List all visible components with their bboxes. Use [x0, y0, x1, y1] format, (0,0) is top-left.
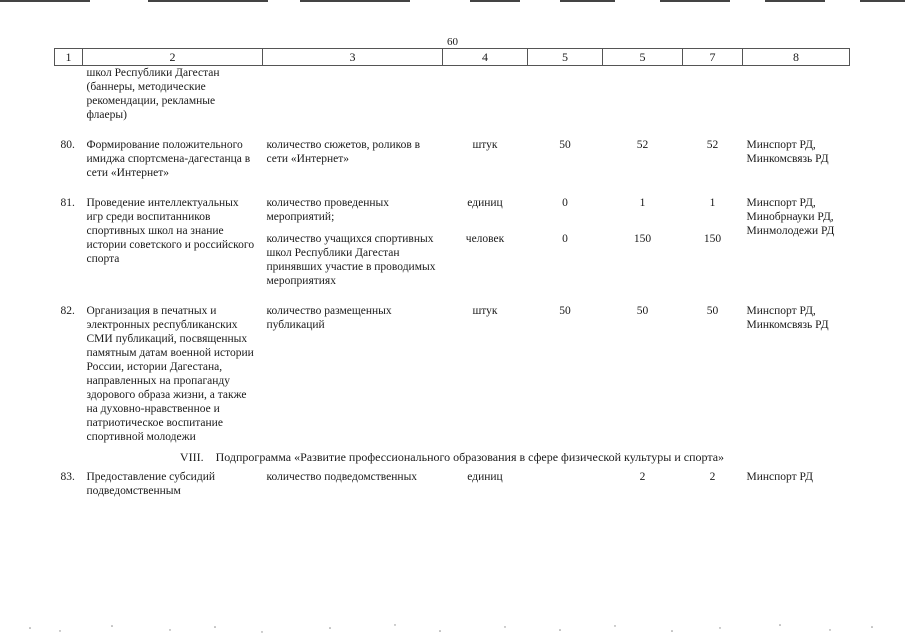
- indicator-name: количество сюжетов, роликов в сети «Интернет»: [266, 139, 421, 165]
- indicator-name: количество размещенных публикаций: [266, 305, 392, 331]
- col-header-5: 5: [528, 49, 603, 66]
- col-header-7: 7: [683, 49, 743, 66]
- executor-cell: Минспорт РД: [746, 471, 813, 483]
- unit-cell: единиц: [467, 471, 503, 483]
- program-table: [54, 48, 850, 498]
- value-cell: 50: [559, 305, 571, 317]
- value-cell: 150: [633, 233, 652, 245]
- section-heading-row: [55, 444, 850, 470]
- table-row-continued: [55, 66, 850, 139]
- indicator-name: количество подведомственных: [266, 471, 418, 483]
- executor-cell: Минспорт РД, Минкомсвязь РД: [746, 305, 829, 331]
- unit-cell: штук: [472, 139, 498, 151]
- col-header-1: 1: [55, 49, 83, 66]
- col-header-8: 8: [743, 49, 850, 66]
- table-row-80: [55, 138, 850, 196]
- row-number: 81.: [60, 197, 75, 209]
- executor-cell: Минспорт РД, Минобрнауки РД, Минмолодежи РД: [746, 197, 835, 237]
- unit-cell: штук: [472, 305, 498, 317]
- section-heading: [55, 444, 850, 470]
- indicator-name: количество учащихся спортивных школ Республики Дагестан принявших участие в проводимых мероприятиях: [266, 233, 436, 287]
- table-row-82: [55, 304, 850, 444]
- value-cell: 50: [636, 305, 649, 317]
- scan-top-edge: [0, 0, 905, 3]
- activity-name: Проведение интеллектуальных игр среди воспитанников спортивных школ на знание истории советского и российского спорта: [86, 197, 255, 265]
- activity-name: Формирование положительного имиджа спортсмена-дагестанца в сети «Интернет»: [86, 139, 251, 179]
- table-row-81: [55, 196, 850, 232]
- value-cell: 1: [639, 197, 646, 209]
- table-row-83: [55, 470, 850, 498]
- activity-name: Предоставление субсидий подведомственным: [86, 471, 215, 497]
- col-header-2: 2: [83, 49, 263, 66]
- value-cell: 0: [562, 197, 568, 209]
- value-cell: 50: [706, 305, 719, 317]
- value-cell: 50: [559, 139, 571, 151]
- continued-name-cell: школ Республики Дагестан (баннеры, методические рекомендации, рекламные флаеры): [86, 67, 220, 121]
- scan-noise: [0, 622, 905, 636]
- unit-cell: единиц: [467, 197, 503, 209]
- section-roman: VIII.: [179, 450, 204, 464]
- col-header-3: 3: [263, 49, 443, 66]
- page-number: 60: [447, 36, 458, 48]
- value-cell: [528, 470, 603, 498]
- value-cell: 1: [709, 197, 716, 209]
- row-number: 83.: [60, 471, 75, 483]
- activity-name: Организация в печатных и электронных республиканских СМИ публикаций, посвященных памятным датам военной истории России, истории Дагестана, направленных на пропаганду здорового образа жизни, а также на духовно-нравственное и патриотическое воспитание спортивной молодежи: [86, 305, 254, 443]
- value-cell: 2: [639, 471, 646, 483]
- column-header-row: [55, 49, 850, 66]
- value-cell: 150: [703, 233, 722, 245]
- value-cell: 52: [636, 139, 649, 151]
- col-header-6: 5: [603, 49, 683, 66]
- row-number: 80.: [60, 139, 75, 151]
- section-title: Подпрограмма «Развитие профессионального образования в сфере физической культуры и спорта»: [215, 450, 725, 464]
- row-number: 82.: [60, 305, 75, 317]
- value-cell: 2: [709, 471, 716, 483]
- executor-cell: Минспорт РД, Минкомсвязь РД: [746, 139, 829, 165]
- unit-cell: человек: [465, 233, 505, 245]
- col-header-4: 4: [443, 49, 528, 66]
- value-cell: 0: [562, 233, 568, 245]
- value-cell: 52: [706, 139, 719, 151]
- indicator-name: количество проведенных мероприятий;: [266, 197, 389, 223]
